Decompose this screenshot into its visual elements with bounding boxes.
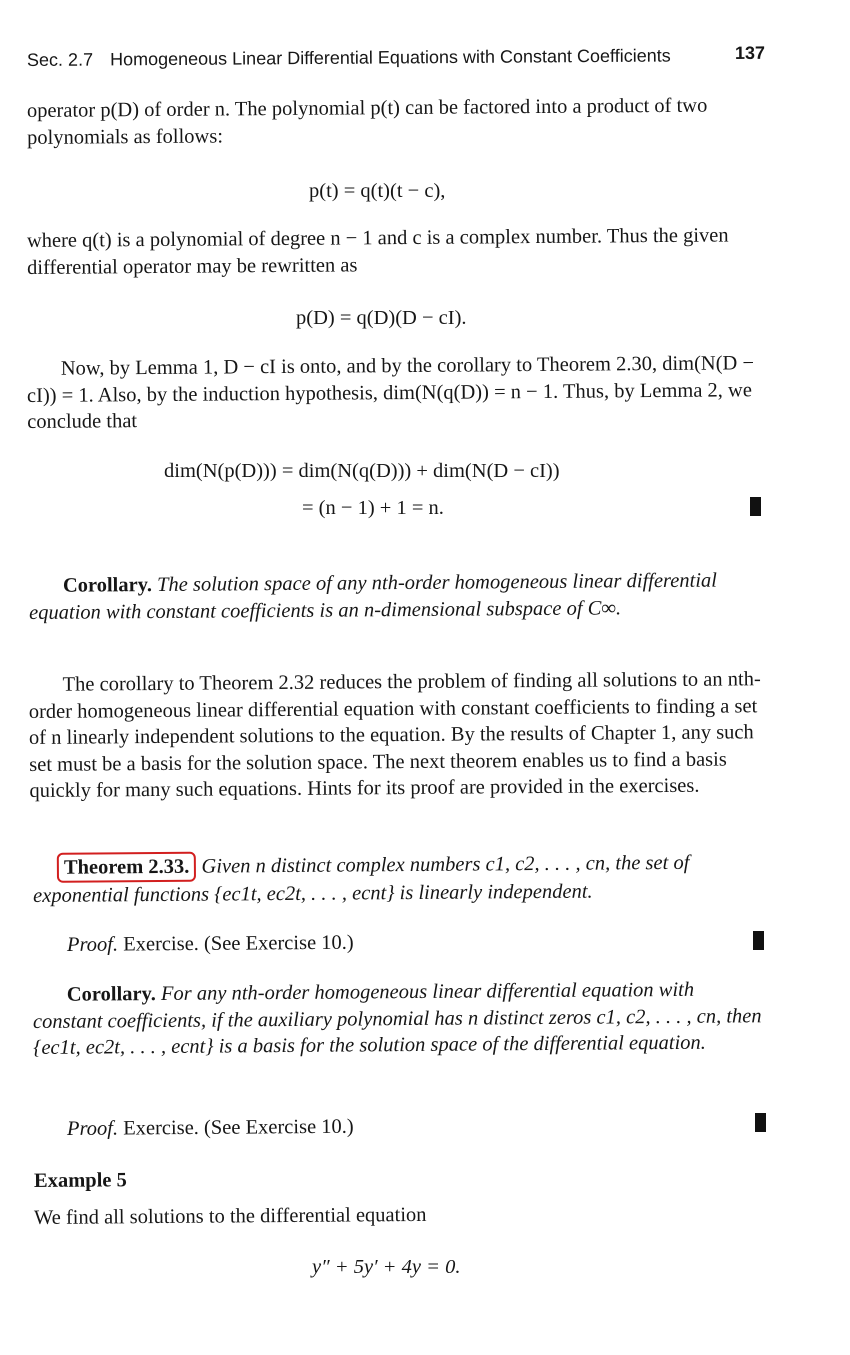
paragraph-4: The corollary to Theorem 2.32 reduces the problem of finding all solutions to an nth-order homogeneous linear differential equation with constant coefficients to finding a set of n linearly independent solutions to the equation. By the results of Chapter 1, any such set must be a basis for the solution space. The next theorem enables us to find a basis quickly for many such equations. Hints for its proof are provided in the exercises. <box>28 668 761 802</box>
corollary-2 <box>33 976 768 1061</box>
proof-1 <box>67 927 727 959</box>
proof-2 <box>67 1111 727 1143</box>
proof-2-label: Proof. <box>66 1117 119 1140</box>
example-text: We find all solutions to the differential equation <box>33 1203 427 1229</box>
theorem-text: Given n distinct complex numbers c1, c2, . . . , cn, the set of exponential functions {ec1t, ec2t, . . . , ecnt} is linearly independent. <box>33 851 690 907</box>
equation-3-line-1: dim(N(p(D))) = dim(N(q(D))) + dim(N(D − cI)) <box>164 460 560 482</box>
qed-mark <box>750 497 761 516</box>
qed-mark <box>755 1113 766 1132</box>
equation-3-line-2: = (n − 1) + 1 = n. <box>302 497 444 519</box>
corollary-2-label: Corollary. <box>66 983 156 1006</box>
equation-2: p(D) = q(D)(D − cI). <box>296 307 467 329</box>
section-number: Sec. 2.7 <box>26 49 94 70</box>
corollary-2-text: For any nth-order homogeneous linear differential equation with constant coefficients, if the auxiliary polynomial has n distinct zeros c1, c2, . . . , cn, then {ec1t, ec2t, . . . , ecnt} is a basis for the solution space of the differential equation. <box>32 978 762 1059</box>
equation-1: p(t) = q(t)(t − c), <box>309 180 446 202</box>
proof-1-label: Proof. <box>66 933 119 956</box>
proof-2-text: Exercise. (See Exercise 10.) <box>123 1115 354 1140</box>
section-title: Homogeneous Linear Differential Equations with Constant Coefficients <box>109 45 671 70</box>
running-header <box>26 42 766 71</box>
corollary-1 <box>29 567 767 626</box>
example-title: Example 5 <box>33 1169 127 1192</box>
proof-1-text: Exercise. (See Exercise 10.) <box>123 931 354 956</box>
corollary-1-text: The solution space of any nth-order homogeneous linear differential equation with constant coefficients is an n-dimensional subspace of C∞. <box>29 569 718 624</box>
example-equation: y″ + 5y′ + 4y = 0. <box>312 1256 461 1278</box>
qed-mark <box>753 931 764 950</box>
paragraph-2: where q(t) is a polynomial of degree n − 1 and c is a complex number. Thus the given differential operator may be rewritten as <box>26 224 729 279</box>
theorem-label: Theorem 2.33. <box>57 852 197 883</box>
paragraph-3: Now, by Lemma 1, D − cI is onto, and by the corollary to Theorem 2.30, dim(N(D − cI)) = 1. Also, by the induction hypothesis, dim(N(q(D)) = n − 1. Thus, by Lemma 2, we conclude that <box>26 352 755 433</box>
corollary-1-label: Corollary. <box>62 574 153 597</box>
paragraph-1: operator p(D) of order n. The polynomial p(t) can be factored into a product of two polynomials as follows: <box>26 94 708 149</box>
page-number: 137 <box>734 42 766 64</box>
theorem-2-33 <box>33 847 767 909</box>
